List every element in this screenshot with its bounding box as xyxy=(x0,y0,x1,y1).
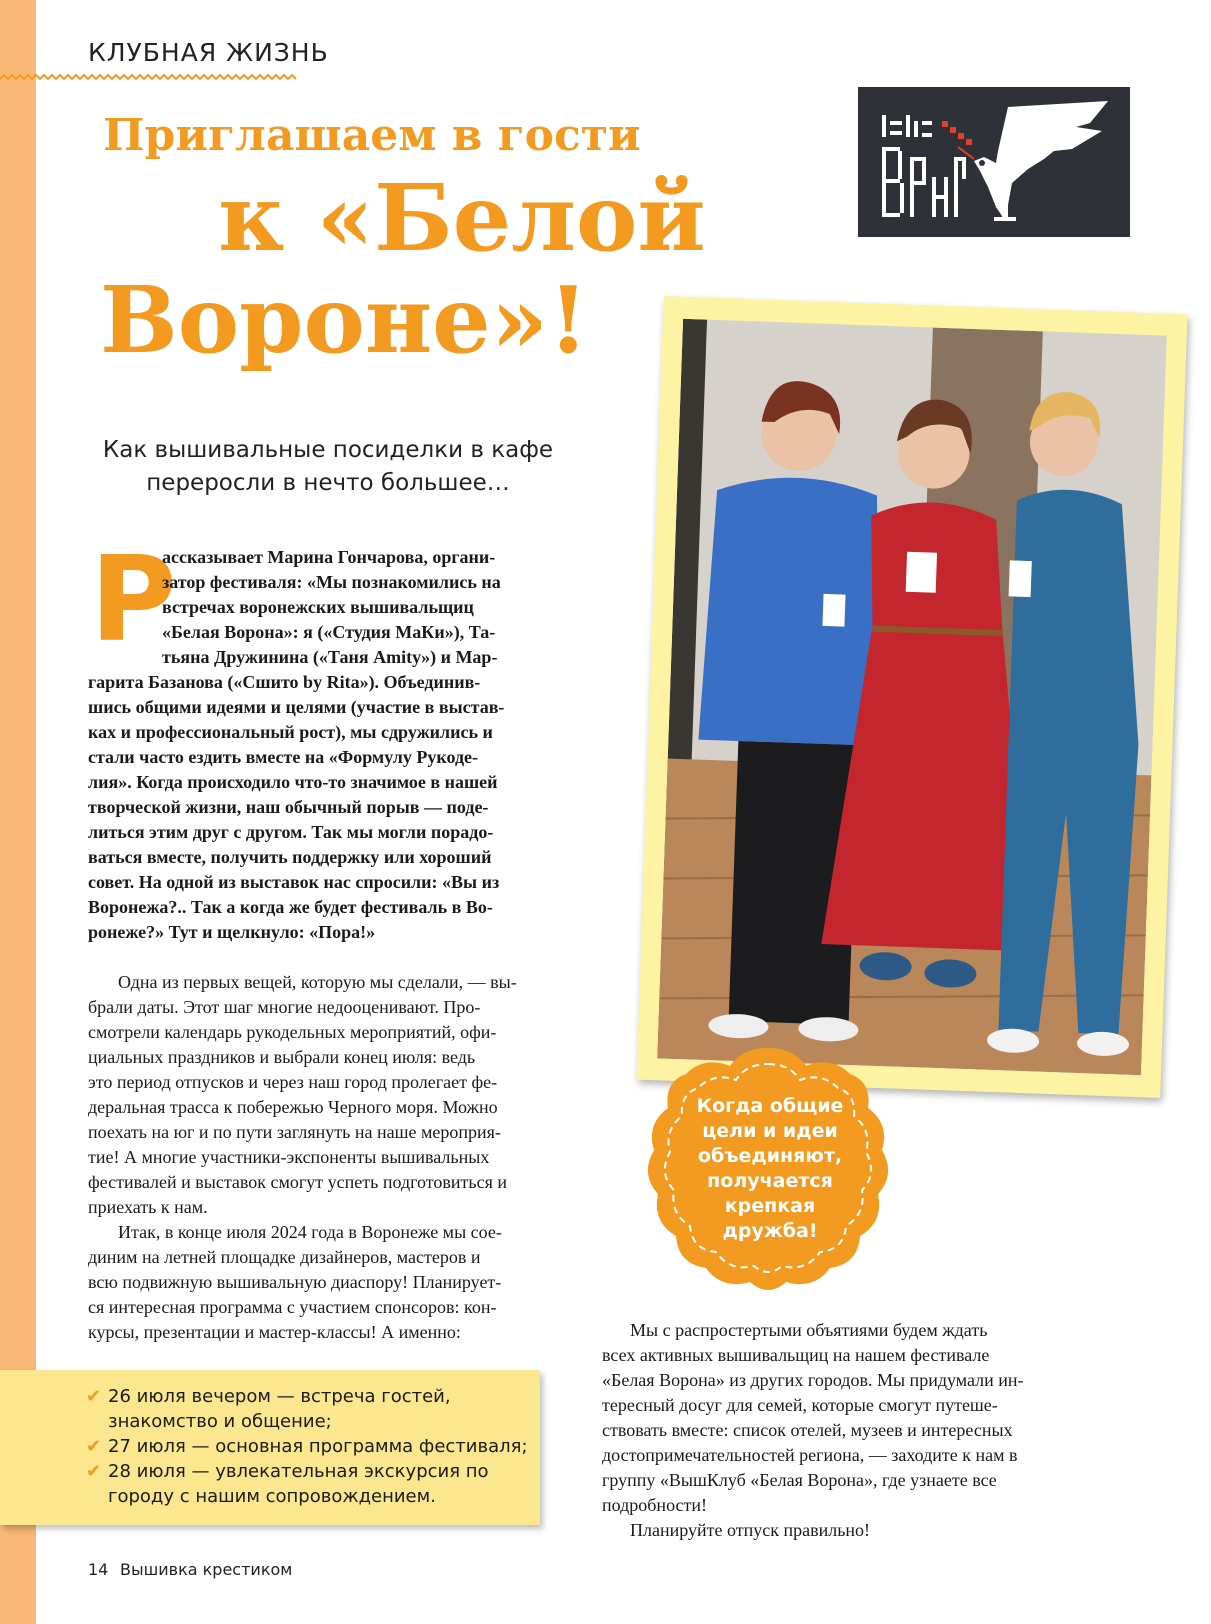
photo-illustration xyxy=(657,319,1167,1075)
lead-line: ронеже?» Тут и щелкнуло: «Пора!» xyxy=(88,922,376,942)
lead-line: тьяна Дружинина («Таня Amity») и Мар- xyxy=(162,647,498,667)
drop-cap: Р xyxy=(90,530,177,668)
festival-logo xyxy=(858,87,1130,237)
body-line: приехать к нам. xyxy=(88,1197,208,1217)
schedule-item: 26 июля вечером — встреча гостей, xyxy=(108,1386,451,1407)
body-line: курсы, презентации и мастер-классы! А именно: xyxy=(88,1322,461,1342)
lead-line: лия». Когда происходило что-то значимое в нашей xyxy=(88,772,498,792)
body-line: всю подвижную вышивальную диаспору! Планирует- xyxy=(88,1272,502,1292)
subtitle-line-1: Как вышивальные посиделки в кафе xyxy=(102,437,554,463)
body-line: фестивалей и выставок смогут успеть подготовиться и xyxy=(88,1172,508,1192)
badge-line: крепкая дружба! xyxy=(722,1195,818,1242)
body-line: диним на летней площадке дизайнеров, мастеров и xyxy=(88,1247,481,1267)
white-crow-cross-stitch-icon xyxy=(858,87,1130,237)
badge-line: получается xyxy=(707,1170,833,1192)
body-line: брали даты. Этот шаг многие недооценивают. Про- xyxy=(88,997,481,1017)
lead-line: затор фестиваля: «Мы познакомились на xyxy=(162,572,501,592)
schedule-item: городу с нашим сопровождением. xyxy=(108,1486,436,1507)
photo-frame xyxy=(636,296,1187,1098)
body-line: «Белая Ворона» из других городов. Мы придумали ин- xyxy=(602,1370,1024,1390)
section-label: КЛУБНАЯ ЖИЗНЬ xyxy=(88,38,329,67)
badge-line: Когда общие xyxy=(696,1095,844,1117)
lead-line: ках и профессиональный рост), мы сдружились и xyxy=(88,722,493,742)
badge-line: цели и идеи xyxy=(702,1120,838,1142)
body-line: подробности! xyxy=(602,1495,707,1515)
body-line: ствовать вместе: список отелей, музеев и интересных xyxy=(602,1420,1013,1440)
title-line-1: Приглашаем в гости xyxy=(103,110,641,161)
lead-line: совет. На одной из выставок нас спросили: «Вы из xyxy=(88,872,500,892)
body-line: Итак, в конце июля 2024 года в Воронеже мы сое- xyxy=(118,1222,502,1242)
lead-line: ассказывает Марина Гончарова, органи- xyxy=(162,547,496,567)
body-line: смотрели календарь рукодельных мероприятий, офи- xyxy=(88,1022,497,1042)
quote-badge-text xyxy=(690,1094,850,1244)
body-line: Планируйте отпуск правильно! xyxy=(630,1520,871,1540)
article-subtitle xyxy=(88,434,568,500)
subtitle-line-2: переросли в нечто большее… xyxy=(146,470,510,496)
schedule-item: 28 июля — увлекательная экскурсия по xyxy=(108,1461,489,1482)
body-line: группу «ВышКлуб «Белая Ворона», где узнаете все xyxy=(602,1470,997,1490)
lead-line: встречах воронежских вышивальщиц xyxy=(162,597,474,617)
title-line-2: к «Белой xyxy=(218,164,706,272)
title-line-3: Вороне»! xyxy=(100,266,589,374)
body-line: циальных праздников и выбрали конец июля: ведь xyxy=(88,1047,476,1067)
lead-line: стали часто ездить вместе на «Формулу Рукоде- xyxy=(88,747,479,767)
magazine-name: Вышивка крестиком xyxy=(120,1560,293,1579)
body-line: Мы с распростертыми объятиями будем ждать xyxy=(630,1320,988,1340)
lead-line: ваться вместе, получить поддержку или хороший xyxy=(88,847,492,867)
body-line: тие! А многие участники-экспоненты вышивальных xyxy=(88,1147,490,1167)
lead-line: Воронежа?.. Так а когда же будет фестиваль в Во- xyxy=(88,897,493,917)
badge-line: объединяют, xyxy=(697,1145,843,1167)
body-line: всех активных вышивальщиц на нашем фестивале xyxy=(602,1345,990,1365)
lead-line: шись общими идеями и целями (участие в выстав- xyxy=(88,697,505,717)
checkmark-icon: ✔ xyxy=(86,1386,102,1407)
lead-line: «Белая Ворона»: я («Студия МаКи»), Та- xyxy=(162,622,496,642)
photo-three-women xyxy=(657,319,1167,1075)
schedule-item: знакомство и общение; xyxy=(108,1411,332,1432)
body-line: поехать на юг и по пути заглянуть на наше мероприя- xyxy=(88,1122,501,1142)
body-line: ся интересная программа с участием спонсоров: кон- xyxy=(88,1297,497,1317)
body-line: достопримечательностей региона, — заходите к нам в xyxy=(602,1445,1018,1465)
schedule-item: 27 июля — основная программа фестиваля; xyxy=(108,1436,528,1457)
body-line: деральная трасса к побережью Черного моря. Можно xyxy=(88,1097,498,1117)
zigzag-divider xyxy=(0,72,300,82)
checkmark-icon: ✔ xyxy=(86,1436,102,1457)
body-line: тересный досуг для семей, которые смогут путеше- xyxy=(602,1395,998,1415)
lead-line: гарита Базанова («Сшито by Rita»). Объединив- xyxy=(88,672,481,692)
body-line: Одна из первых вещей, которую мы сделали, — вы- xyxy=(118,972,517,992)
body-line: это период отпусков и через наш город пролегает фе- xyxy=(88,1072,498,1092)
checkmark-icon: ✔ xyxy=(86,1461,102,1482)
page-number: 14 xyxy=(88,1560,109,1579)
lead-line: творческой жизни, наш обычный порыв — поде- xyxy=(88,797,489,817)
lead-line: литься этим друг с другом. Так мы могли порадо- xyxy=(88,822,494,842)
